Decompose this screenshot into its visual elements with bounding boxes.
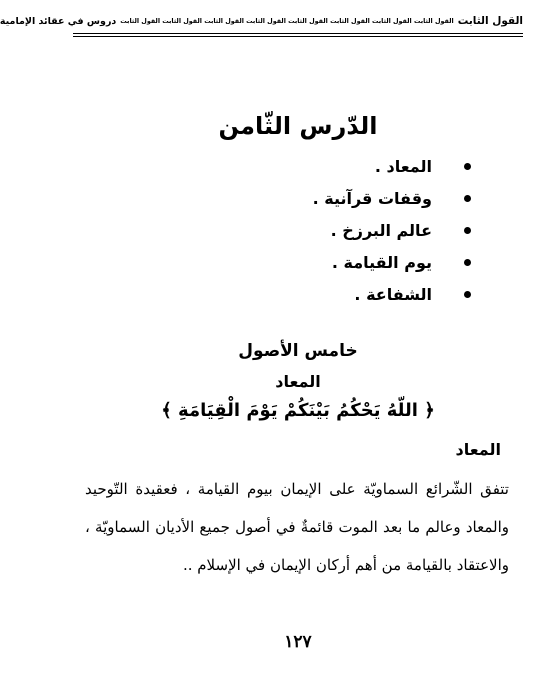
topic-label: الشفاعة .	[354, 284, 432, 304]
topics-list	[151, 150, 471, 310]
quran-verse: ﴿ اللّهُ يَحْكُمُ بَيْنَكُمْ يَوْمَ الْقِيَامَةِ ﴾	[161, 400, 435, 421]
section-subtitle: المعاد	[275, 372, 321, 391]
bullet-icon	[464, 291, 471, 298]
bullet-icon	[464, 227, 471, 234]
topic-item	[151, 246, 471, 278]
topic-item	[151, 150, 471, 182]
topic-label: عالم البرزخ .	[330, 220, 432, 240]
topic-item	[151, 182, 471, 214]
running-header	[0, 10, 523, 32]
topic-label: وقفات قرآنية .	[312, 188, 432, 208]
running-header-right: القول الثابت	[457, 15, 523, 27]
bullet-icon	[464, 163, 471, 170]
paragraph-heading: المعاد	[455, 440, 501, 459]
header-rule-thin	[73, 36, 523, 37]
paragraph-line: والاعتقاد بالقيامة من أهم أركان الإيمان في الإسلام ..	[182, 556, 509, 574]
topic-item	[151, 214, 471, 246]
running-header-left: دروس في عقائد الإمامية	[0, 15, 117, 27]
section-title: خامس الأصول	[238, 341, 358, 361]
page-number: ١٢٧	[284, 632, 312, 652]
paragraph-line: والمعاد وعالم ما بعد الموت قائمةٌ في أصول جميع الأديان السماويّة ،	[85, 518, 509, 536]
topic-label: يوم القيامة .	[331, 252, 432, 272]
body-paragraph	[85, 474, 509, 588]
bullet-icon	[464, 259, 471, 266]
running-header-repeat: القول الثابت القول الثابت القول الثابت القول الثابت القول الثابت القول الثابت القول الثابت القول الثابت	[120, 17, 454, 25]
lesson-title: الدّرس الثّامن	[218, 112, 378, 140]
header-rule	[73, 33, 523, 34]
topic-item	[151, 278, 471, 310]
topic-label: المعاد .	[374, 156, 432, 176]
bullet-icon	[464, 195, 471, 202]
paragraph-line: تتفق الشّرائع السماويّة على الإيمان بيوم القيامة ، فعقيدة التّوحيد	[85, 480, 509, 498]
